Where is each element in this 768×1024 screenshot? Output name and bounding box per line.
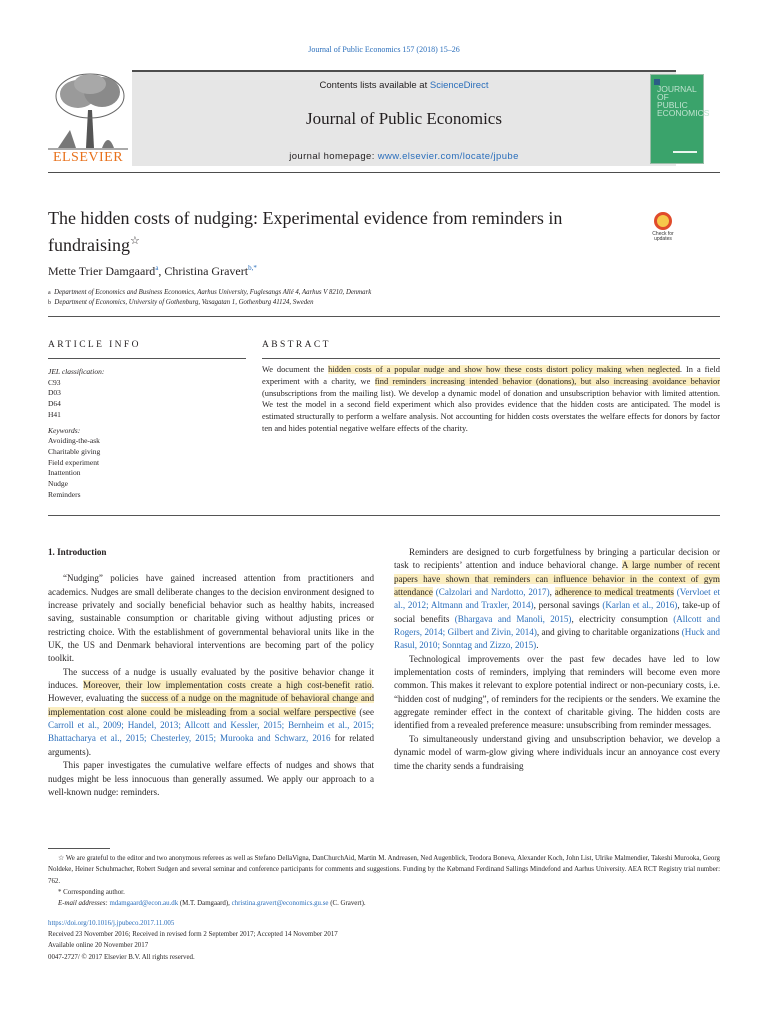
email-link[interactable]: christina.gravert@economics.gu.se	[231, 900, 329, 908]
journal-homepage: journal homepage: www.elsevier.com/locate/jpube	[289, 151, 519, 162]
jel-code: D64	[48, 399, 61, 409]
check-for-updates-badge[interactable]	[648, 212, 678, 252]
online-date: Available online 20 November 2017	[48, 942, 149, 950]
abstract-bottom-rule	[48, 515, 720, 516]
body-paragraph: “Nudging” policies have gained increased attention from practitioners and academics. Nudges are small deliberate changes to the decision environment designed to increase privately and socially beneficial behavior such as healthy habits, increased saving, sustainable consumption or charitable giving without adjusting prices or restricting choice. With the establishment of governmental behavioral units like in the UK, the US and Denmark behavioral interventions are becoming part of the policy toolkit.	[48, 573, 374, 664]
article-info-rule	[48, 358, 246, 359]
contents-line: Contents lists available at ScienceDirect	[319, 80, 489, 91]
abstract-highlight: find reminders increasing intended behavior (donations), but also increasing avoidance behavior	[374, 376, 720, 386]
citation-link[interactable]: (Vervloet et al., 2012; Altmann and Traxler, 2014)	[394, 587, 721, 611]
citation-link[interactable]: (Bhargava and Manoli, 2015)	[454, 613, 572, 624]
footnote-emails: E-mail addresses: mdamgaard@econ.au.dk (M.T. Damgaard), christina.gravert@economics.gu.se (C. Gravert).	[58, 900, 366, 908]
check-updates-label: Check for updates	[652, 231, 674, 242]
title-footnote-mark[interactable]: ☆	[129, 235, 140, 247]
keyword: Avoiding-the-ask	[48, 436, 100, 446]
body-paragraph: Reminders are designed to curb forgetfulness by bringing a particular decision or task to recipients’ attention and induce behavioral change. A large number of recent papers have shown that reminders can influence behavior in the context of gym attendance (Calzolari and Nardotto, 2017), adherence to medical treatments (Vervloet et al., 2012; Altmann and Traxler, 2014), personal savings (Karlan et al., 2016), take-up of social benefits (Bhargava and Manoli, 2015), electricity consumption (Allcott and Rogers, 2014; Gilbert and Zivin, 2014), and giving to charitable organizations (Huck and Rasul, 2010; Sonntag and Zizzo, 2015).	[394, 547, 721, 651]
journal-title: Journal of Public Economics	[306, 109, 502, 128]
body-paragraph: Technological improvements over the past few decades have led to low implementation costs of reminders, implying that reminders will become even more common. This makes it relevant to explore potential indirect or non-pecuniary costs, i.e. “hidden cost of nudging”, of reminders for the recipients or the senders. We examine the aggregate reminder effect in the context of charitable giving. The hidden costs are identified from a revealed preference measure: unsubscribing from reminder messages.	[394, 653, 720, 731]
copyright: 0047-2727/ © 2017 Elsevier B.V. All rights reserved.	[48, 953, 195, 961]
body-paragraph: This paper investigates the cumulative welfare effects of nudges and shows that nudges might be less innocuous than generally assumed. We apply our approach to a well-known nudge: reminders.	[48, 760, 374, 797]
cover-title: JOURNAL OF PUBLIC ECONOMICS	[657, 84, 710, 118]
body-paragraph: To simultaneously understand giving and unsubscription behavior, we develop a dynamic model of warm-glow giving where individuals incur an annoyance cost every time the charity sends a fundraising	[394, 733, 720, 771]
text-highlight: Moreover, their low implementation costs create a high cost-benefit ratio	[82, 680, 372, 691]
text-highlight: success of a nudge on the magnitude of behavioral change and implementation cost alone could be misleading from a social welfare perspective	[48, 693, 375, 717]
jel-label: JEL classification:	[48, 367, 105, 376]
author-damgaard[interactable]: Mette Trier Damgaard	[48, 264, 156, 278]
abstract-rule	[262, 358, 720, 359]
abstract-text: We document the hidden costs of a popular nudge and show how these costs distort policy making when neglected. In a field experiment with a charity, we find reminders increasing intended behavior (donations), but also increasing avoidance behavior (unsubscriptions from the mailing list). We develop a dynamic model of donation and unsubscription behavior with limited attention. We test the model in a second field experiment which also provides evidence that the hidden costs are anticipated. The model is estimated structurally to perform a welfare analysis. Not accounting for hidden costs overstates the welfare effects for donors by factor ten and hides potential negative welfare effects of the charity.	[262, 365, 720, 433]
cover-divider	[673, 151, 697, 153]
text-highlight: A large number of recent papers have shown that reminders can influence behavior in the context of gym attendance	[394, 560, 721, 598]
keyword: Field experiment	[48, 457, 100, 467]
keyword: Charitable giving	[48, 446, 101, 456]
citation-link[interactable]: Carroll et al., 2009; Handel, 2013; Allcott and Kessler, 2015; Bernheim et al., 2015; Bhattacharya et al., 2015; Chesterley, 2015; Murooka and Schwarz, 2016	[48, 720, 374, 744]
body-column-right	[394, 546, 720, 773]
journal-header-band	[132, 70, 676, 166]
tree-logo-icon	[48, 70, 128, 152]
jel-code: H41	[48, 409, 61, 419]
author-gravert-affil[interactable]: b,	[248, 264, 254, 272]
footnotes	[48, 853, 720, 909]
journal-citation[interactable]: Journal of Public Economics 157 (2018) 15–26	[308, 45, 460, 54]
homepage-link[interactable]: www.elsevier.com/locate/jpube	[377, 151, 519, 162]
footnote-rule	[48, 848, 110, 849]
jel-code: D03	[48, 388, 61, 398]
citation-link[interactable]: (Huck and Rasul, 2010; Sonntag and Zizzo, 2015)	[394, 627, 720, 651]
footnote-corresponding: * Corresponding author.	[58, 888, 125, 896]
corresponding-author-mark[interactable]: *	[253, 264, 257, 272]
citation-link[interactable]: (Calzolari and Nardotto, 2017)	[432, 587, 550, 598]
publication-info	[48, 918, 720, 963]
author-damgaard-affil[interactable]: a	[155, 264, 159, 272]
citation-link[interactable]: (Allcott and Rogers, 2014; Gilbert and Zivin, 2014)	[394, 613, 720, 638]
footnote-acknowledgement: ☆ We are grateful to the editor and two anonymous referees as well as Stefano DellaVigna, DanChurchAid, Martin M. Andreasen, Ned Augenblick, Teodora Boneva, Alexander Koch, John List, Ulrike Malmendier, Takeshi Murooka, Georg Noldeke, Heiner Schuhmacher, Robert Sudgen and several seminar and conference participants for comments and suggestions. Funding by the Købmand Ferdinand Sallings Mindefond and Aarhus University. AEA RCT Registry trial number: 762.	[48, 855, 720, 885]
doi-link[interactable]: https://doi.org/10.1016/j.jpubeco.2017.11.005	[48, 920, 175, 927]
sciencedirect-link[interactable]: ScienceDirect	[429, 80, 489, 91]
keyword: Inattention	[48, 468, 81, 478]
section-heading-introduction: 1. Introduction	[48, 547, 107, 557]
body-paragraph: The success of a nudge is usually evaluated by the positive behavior change it induces. Moreover, their low implementation costs create a high cost-benefit ratio. However, evaluating the success of a nudge on the magnitude of behavioral change and implementation cost alone could be misleading from a social welfare perspective (see Carroll et al., 2009; Handel, 2013; Allcott and Kessler, 2015; Bernheim et al., 2015; Bhattacharya et al., 2015; Chesterley, 2015; Murooka and Schwarz, 2016 for related arguments).	[48, 666, 375, 757]
received-dates: Received 23 November 2016; Received in revised form 2 September 2017; Accepted 14 November 2017	[48, 931, 338, 939]
text-highlight: adherence to medical treatments	[554, 587, 674, 598]
check-updates-icon	[654, 212, 672, 230]
article-title: The hidden costs of nudging: Experimental evidence from reminders in fundraising☆	[48, 208, 563, 255]
affiliation-b: b Department of Economics, University of Gothenburg, Vasagatan 1, Gothenburg 41124, Sweden	[48, 299, 314, 306]
authors-rule	[48, 316, 720, 317]
masthead-rule	[48, 172, 720, 173]
body-column-left	[48, 546, 374, 799]
abstract-highlight: hidden costs of a popular nudge and show how these costs distort policy making when neglected	[328, 365, 680, 374]
affiliation-a: a Department of Economics and Business Economics, Aarhus University, Fuglesangs Allé 4, Aarhus V 8210, Denmark	[48, 289, 372, 296]
keywords-label: Keywords:	[48, 425, 81, 435]
publisher-name: ELSEVIER	[52, 150, 124, 165]
jel-code: C93	[48, 377, 61, 387]
article-info-heading: ARTICLE INFO	[48, 340, 141, 350]
keyword: Nudge	[48, 479, 68, 489]
elsevier-logo	[48, 70, 128, 166]
journal-masthead	[48, 70, 720, 170]
article-info-list	[48, 367, 246, 500]
author-list: Mette Trier Damgaard$^a$, Christina Gravert$^{b,*}$	[48, 264, 257, 278]
keyword: Reminders	[48, 489, 81, 499]
email-link[interactable]: mdamgaard@econ.au.dk	[109, 900, 179, 908]
abstract-heading: ABSTRACT	[262, 340, 331, 350]
journal-cover[interactable]	[650, 74, 710, 164]
citation-link[interactable]: (Karlan et al., 2016)	[602, 600, 678, 611]
author-gravert[interactable]: Christina Gravert	[164, 264, 249, 278]
